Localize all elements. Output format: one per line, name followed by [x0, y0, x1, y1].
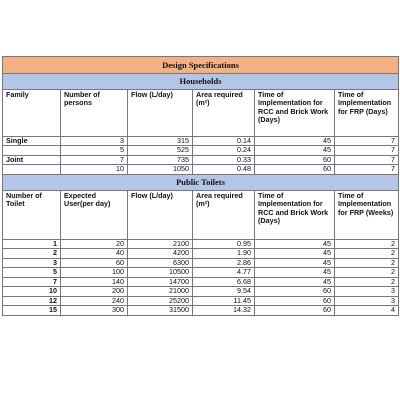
- table-title: Design Specifications: [3, 57, 399, 74]
- public-toilets-cell: 3: [335, 287, 399, 296]
- public-toilets-cell: 14.32: [193, 306, 255, 315]
- households-column-header: Area required (m²): [193, 90, 255, 137]
- public-toilets-table-row: [3, 249, 399, 258]
- public-toilets-column-header: Time of Implementation for RCC and Brick Work (Days): [255, 190, 335, 239]
- households-section-row: [3, 74, 399, 90]
- public-toilets-cell: 14700: [128, 277, 193, 286]
- households-cell: 10: [61, 165, 128, 174]
- public-toilets-cell: 45: [255, 249, 335, 258]
- households-column-header: Number of persons: [61, 90, 128, 137]
- public-toilets-cell: 1.90: [193, 249, 255, 258]
- public-toilets-cell: 20: [61, 239, 128, 248]
- households-cell: 0.14: [193, 137, 255, 146]
- households-section-title: Households: [3, 74, 399, 90]
- public-toilets-column-header: Expected User(per day): [61, 190, 128, 239]
- public-toilets-cell: 45: [255, 258, 335, 267]
- households-cell: 45: [255, 137, 335, 146]
- households-cell: 60: [255, 155, 335, 164]
- public-toilets-table-row: [3, 268, 399, 277]
- households-cell: 45: [255, 146, 335, 155]
- public-toilets-cell: 140: [61, 277, 128, 286]
- households-table-row: [3, 165, 399, 174]
- public-toilets-table-row: [3, 258, 399, 267]
- public-toilets-cell: 100: [61, 268, 128, 277]
- public-toilets-table-row: [3, 239, 399, 248]
- public-toilets-column-header: Flow (L/day): [128, 190, 193, 239]
- households-cell: 0.24: [193, 146, 255, 155]
- public-toilets-cell: 4: [335, 306, 399, 315]
- households-cell: 7: [61, 155, 128, 164]
- households-header-row: [3, 90, 399, 137]
- households-cell: 7: [335, 165, 399, 174]
- public-toilets-cell: 25200: [128, 296, 193, 305]
- households-cell: 735: [128, 155, 193, 164]
- public-toilets-cell: 4200: [128, 249, 193, 258]
- public-toilets-section-title: Public Toilets: [3, 174, 399, 190]
- public-toilets-table-row: [3, 287, 399, 296]
- public-toilets-cell: 11.45: [193, 296, 255, 305]
- households-cell: 5: [61, 146, 128, 155]
- public-toilets-cell: 9.54: [193, 287, 255, 296]
- public-toilets-cell: 60: [255, 306, 335, 315]
- public-toilets-cell: 2: [335, 268, 399, 277]
- public-toilets-cell: 31500: [128, 306, 193, 315]
- households-cell: Single: [3, 137, 61, 146]
- design-specifications-table: [2, 56, 399, 316]
- households-cell: 7: [335, 155, 399, 164]
- public-toilets-cell: 2100: [128, 239, 193, 248]
- households-cell: 525: [128, 146, 193, 155]
- households-cell: 3: [61, 137, 128, 146]
- households-cell: Joint: [3, 155, 61, 164]
- households-column-header: Flow (L/day): [128, 90, 193, 137]
- public-toilets-cell: 200: [61, 287, 128, 296]
- public-toilets-column-header: Area required (m²): [193, 190, 255, 239]
- public-toilets-cell: 300: [61, 306, 128, 315]
- public-toilets-table-row: [3, 306, 399, 315]
- households-cell: 315: [128, 137, 193, 146]
- households-cell: 1050: [128, 165, 193, 174]
- public-toilets-cell: 12: [3, 296, 61, 305]
- public-toilets-cell: 21000: [128, 287, 193, 296]
- public-toilets-section-row: [3, 174, 399, 190]
- households-cell: [3, 146, 61, 155]
- households-cell: 0.48: [193, 165, 255, 174]
- public-toilets-cell: 10500: [128, 268, 193, 277]
- public-toilets-cell: 240: [61, 296, 128, 305]
- public-toilets-cell: 2: [335, 258, 399, 267]
- public-toilets-cell: 1: [3, 239, 61, 248]
- public-toilets-cell: 6.68: [193, 277, 255, 286]
- public-toilets-cell: 2.86: [193, 258, 255, 267]
- public-toilets-table-row: [3, 296, 399, 305]
- public-toilets-cell: 2: [3, 249, 61, 258]
- households-column-header: Time of Implementation for FRP (Days): [335, 90, 399, 137]
- public-toilets-cell: 45: [255, 277, 335, 286]
- public-toilets-cell: 2: [335, 239, 399, 248]
- households-cell: 7: [335, 146, 399, 155]
- public-toilets-column-header: Time of Implementation for FRP (Weeks): [335, 190, 399, 239]
- public-toilets-cell: 3: [335, 296, 399, 305]
- public-toilets-cell: 2: [335, 277, 399, 286]
- public-toilets-cell: 4.77: [193, 268, 255, 277]
- public-toilets-cell: 60: [61, 258, 128, 267]
- households-table-row: [3, 155, 399, 164]
- households-cell: 0.33: [193, 155, 255, 164]
- public-toilets-cell: 7: [3, 277, 61, 286]
- households-table-row: [3, 146, 399, 155]
- public-toilets-cell: 6300: [128, 258, 193, 267]
- households-table-row: [3, 137, 399, 146]
- public-toilets-cell: 2: [335, 249, 399, 258]
- public-toilets-table-row: [3, 277, 399, 286]
- households-column-header: Time of Implementation for RCC and Brick Work (Days): [255, 90, 335, 137]
- public-toilets-cell: 10: [3, 287, 61, 296]
- public-toilets-column-header: Number of Toilet: [3, 190, 61, 239]
- public-toilets-cell: 45: [255, 239, 335, 248]
- public-toilets-cell: 45: [255, 268, 335, 277]
- public-toilets-cell: 40: [61, 249, 128, 258]
- public-toilets-cell: 0.95: [193, 239, 255, 248]
- public-toilets-cell: 60: [255, 296, 335, 305]
- public-toilets-header-row: [3, 190, 399, 239]
- public-toilets-cell: 3: [3, 258, 61, 267]
- households-column-header: Family: [3, 90, 61, 137]
- table-title-row: [3, 57, 399, 74]
- public-toilets-cell: 5: [3, 268, 61, 277]
- households-cell: 7: [335, 137, 399, 146]
- households-cell: [3, 165, 61, 174]
- public-toilets-cell: 15: [3, 306, 61, 315]
- public-toilets-cell: 60: [255, 287, 335, 296]
- households-cell: 60: [255, 165, 335, 174]
